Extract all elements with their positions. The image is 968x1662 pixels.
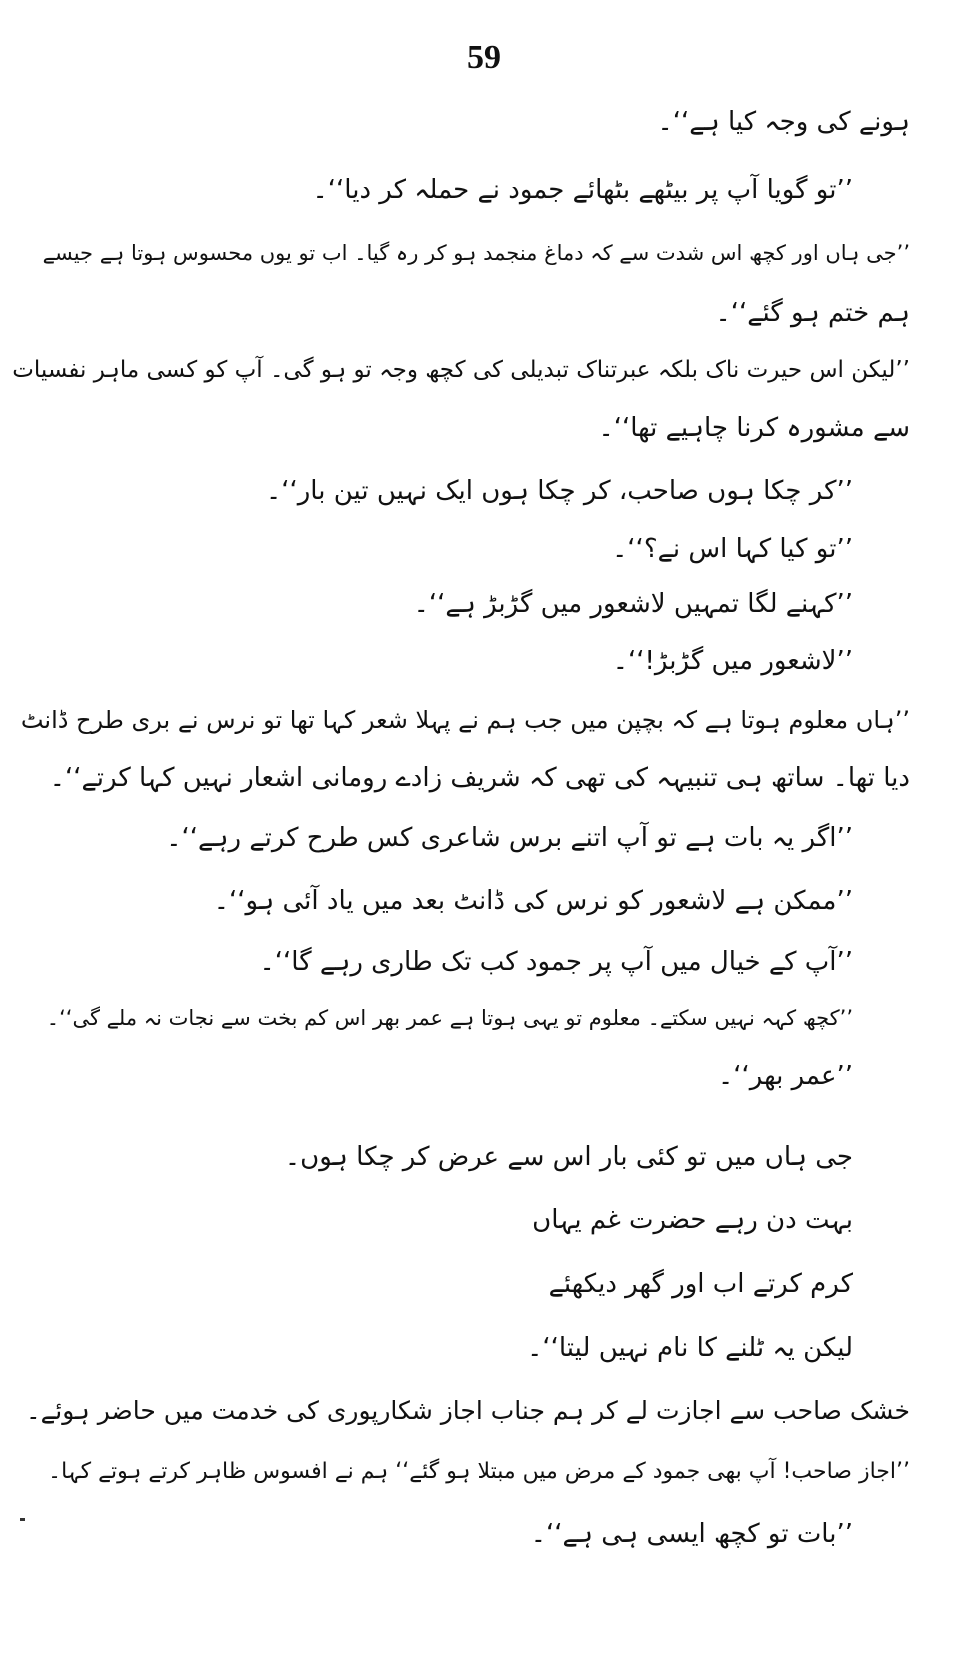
text-line: سے مشورہ کرنا چاہیے تھا‘‘۔ bbox=[598, 413, 910, 443]
text-line: ’’ممکن ہے لاشعور کو نرس کی ڈانٹ بعد میں یاد آئی ہو‘‘۔ bbox=[213, 886, 853, 916]
verse-line: بہت دن رہے حضرت غم یہاں bbox=[532, 1205, 853, 1235]
text-line: ’’اجاز صاحب! آپ بھی جمود کے مرض میں مبتلا ہو گئے‘‘ ہم نے افسوس ظاہر کرتے ہوتے کہا۔ bbox=[48, 1459, 910, 1484]
text-line: دیا تھا۔ ساتھ ہی تنبیہہ کی تھی کہ شریف زادے رومانی اشعار نہیں کہا کرتے‘‘۔ bbox=[49, 763, 910, 793]
text-line: ’’اگر یہ بات ہے تو آپ اتنے برس شاعری کس طرح کرتے رہے‘‘۔ bbox=[166, 823, 853, 853]
text-line: ’’تو کیا کہا اس نے؟‘‘۔ bbox=[612, 534, 853, 564]
text-line: ’’آپ کے خیال میں آپ پر جمود کب تک طاری رہے گا‘‘۔ bbox=[259, 947, 853, 977]
stray-mark bbox=[20, 1518, 25, 1521]
text-line: ’’لیکن اس حیرت ناک بلکہ عبرتناک تبدیلی کی کچھ وجہ تو ہو گی۔ آپ کو کسی ماہر نفسیات bbox=[12, 357, 910, 383]
page-number: 59 bbox=[467, 39, 501, 76]
text-line: ’’لاشعور میں گڑبڑ!‘‘۔ bbox=[612, 646, 853, 676]
text-line: ’’کر چکا ہوں صاحب، کر چکا ہوں ایک نہیں تین بار‘‘۔ bbox=[265, 476, 853, 506]
text-line: ’’بات تو کچھ ایسی ہی ہے‘‘۔ bbox=[530, 1519, 853, 1549]
text-line: ’’جی ہاں اور کچھ اس شدت سے کہ دماغ منجمد ہو کر رہ گیا۔ اب تو یوں محسوس ہوتا ہے جیسے bbox=[42, 241, 910, 265]
text-line: ’’تو گویا آپ پر بیٹھے بٹھائے جمود نے حملہ کر دیا‘‘۔ bbox=[312, 175, 853, 205]
text-line: خشک صاحب سے اجازت لے کر ہم جناب اجاز شکارپوری کی خدمت میں حاضر ہوئے۔ bbox=[25, 1396, 910, 1425]
text-line: ہم ختم ہو گئے‘‘۔ bbox=[715, 298, 910, 328]
text-line: ’’عمر بھر‘‘۔ bbox=[717, 1061, 853, 1091]
text-line: جی ہاں میں تو کئی بار اس سے عرض کر چکا ہوں۔ bbox=[284, 1142, 853, 1172]
text-line: ہونے کی وجہ کیا ہے‘‘۔ bbox=[657, 107, 910, 137]
text-line: ’’ہاں معلوم ہوتا ہے کہ بچپن میں جب ہم نے پہلا شعر کہا تھا تو نرس نے بری طرح ڈانٹ bbox=[20, 706, 910, 734]
verse-line: لیکن یہ ٹلنے کا نام نہیں لیتا‘‘۔ bbox=[527, 1333, 853, 1363]
text-line: ’’کچھ کہہ نہیں سکتے۔ معلوم تو یہی ہوتا ہے عمر بھر اس کم بخت سے نجات نہ ملے گی‘‘۔ bbox=[46, 1006, 853, 1030]
text-line: ’’کہنے لگا تمہیں لاشعور میں گڑبڑ ہے‘‘۔ bbox=[413, 589, 853, 619]
verse-line: کرم کرتے اب اور گھر دیکھئے bbox=[548, 1269, 853, 1299]
